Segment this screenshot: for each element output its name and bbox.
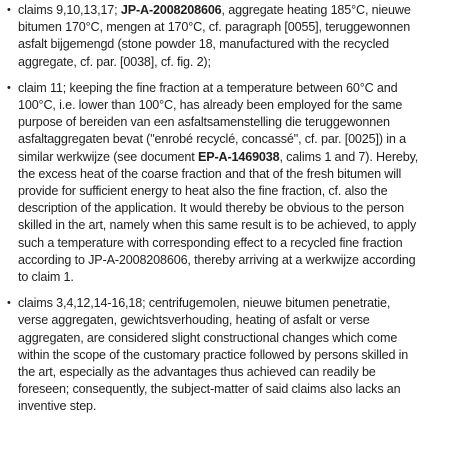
text-segment: asfaltaggregaten bevat ("enrobé recyclé, concassé", cf. par. [0025]) in a <box>18 132 406 147</box>
text-segment: bitumen 170°C, mengen at 170°C, cf. paragraph [0055], teruggewonnen <box>18 20 411 35</box>
text-segment: provide for sufficient energy to heat also the fine fraction, cf. also the <box>18 184 388 199</box>
text-segment: verse aggregaten, gewichtsverhouding, heating of asfalt or verse <box>18 313 370 328</box>
text-segment: within the scope of the customary practice followed by persons skilled in <box>18 347 409 362</box>
document-reference: JP-A-2008208606 <box>120 3 222 17</box>
text-segment: purpose of bereiden van een asfaltsamenstelling die teruggewonnen <box>18 115 390 130</box>
text-segment: the art, especially as the advantages thus achieved can readily be <box>18 365 376 380</box>
text-line <box>18 295 454 312</box>
text-segment: according to JP-A-2008208606, thereby arriving at a werkwijze according <box>18 252 416 267</box>
text-segment: claims 3,4,12,14-16,18; centrifugemolen, nieuwe bitumen penetratie, <box>18 296 391 311</box>
text-line <box>18 269 454 286</box>
text-segment: claim 11; keeping the fine fraction at a temperature between 60°C and <box>18 80 398 95</box>
text-line <box>18 36 454 53</box>
text-line <box>18 97 454 114</box>
text-line <box>18 2 454 19</box>
text-line <box>18 166 454 183</box>
text-segment: , aggregate heating 185°C, nieuwe <box>221 3 411 17</box>
bullet-marker: • <box>7 297 11 310</box>
text-line <box>18 19 454 36</box>
text-line <box>18 200 454 217</box>
list-item <box>6 80 454 286</box>
text-segment: to claim 1. <box>18 270 74 285</box>
text-segment: inventive step. <box>18 399 97 414</box>
text-line <box>18 54 454 71</box>
text-segment: asfalt bijgemengd (stone powder 18, manufactured with the recycled <box>18 37 389 52</box>
text-segment: skilled in the art, namely when this same result is to be achieved, to apply <box>18 218 417 233</box>
bullet-marker: • <box>7 81 11 94</box>
text-line <box>18 114 454 131</box>
text-line <box>18 347 454 364</box>
text-line <box>18 149 454 166</box>
text-segment: aggregate, cf. par. [0038], cf. fig. 2); <box>18 54 211 69</box>
text-segment: aggregaten, are considered slight constructional changes which come <box>18 330 398 345</box>
text-segment: , calims 1 and 7). Hereby, <box>279 149 419 164</box>
document-body <box>6 2 454 425</box>
text-line <box>18 398 454 415</box>
text-line <box>18 131 454 148</box>
text-segment: claims 9,10,13,17; <box>18 3 121 17</box>
text-line <box>18 183 454 200</box>
text-line <box>18 381 454 398</box>
text-line <box>18 364 454 381</box>
text-line <box>18 312 454 329</box>
text-segment: description of the application. It would thereby be obvious to the person <box>18 201 405 216</box>
text-segment: foreseen; consequently, the subject-matter of said claims also lacks an <box>18 382 401 397</box>
text-line <box>18 252 454 269</box>
text-segment: the excess heat of the coarse fraction and that of the fresh bitumen will <box>18 166 402 181</box>
bullet-marker: • <box>7 4 11 16</box>
list-item <box>6 295 454 415</box>
text-line <box>18 330 454 347</box>
text-line <box>18 80 454 97</box>
text-segment: such a temperature with corresponding effect to a recycled fine fraction <box>18 235 403 250</box>
text-segment: 100°C, i.e. lower than 100°C, has already been employed for the same <box>18 98 403 113</box>
text-line <box>18 235 454 252</box>
list-item <box>6 2 454 71</box>
text-line <box>18 217 454 234</box>
text-segment: similar werkwijze (see document <box>18 149 198 164</box>
document-reference: EP-A-1469038 <box>197 149 280 164</box>
